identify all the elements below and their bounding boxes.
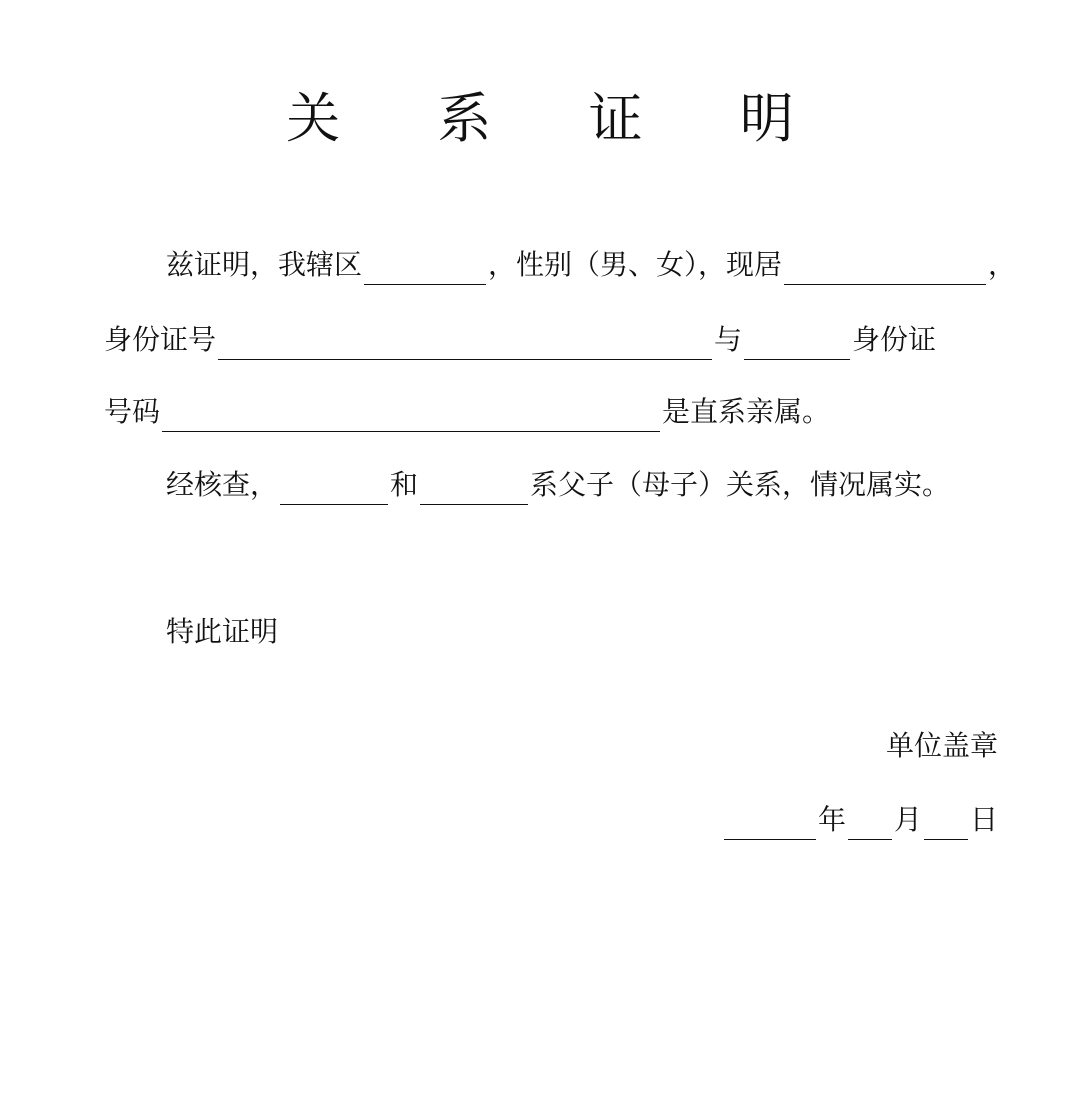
line1-text-1: 兹证明，我辖区 bbox=[166, 248, 363, 281]
paragraph-line-1 bbox=[166, 245, 1016, 285]
jurisdiction-name-blank bbox=[364, 255, 486, 285]
relative-name-blank bbox=[744, 330, 850, 360]
month-label: 月 bbox=[893, 803, 922, 836]
paragraph-line-4 bbox=[166, 465, 950, 505]
day-blank bbox=[924, 810, 968, 840]
line1-text-3: ， bbox=[988, 248, 1017, 281]
line3-text-2: 是直系亲属。 bbox=[662, 395, 831, 428]
line1-text-2: ，性别（男、女），现居 bbox=[488, 248, 783, 281]
stamp-label: 单位盖章 bbox=[885, 729, 998, 762]
closing-line bbox=[166, 612, 278, 652]
date-line bbox=[722, 800, 998, 840]
closing-text: 特此证明 bbox=[166, 615, 279, 648]
line4-text-1: 经核查， bbox=[166, 468, 279, 501]
month-blank bbox=[848, 810, 892, 840]
day-label: 日 bbox=[969, 803, 998, 836]
line2-text-1: 身份证号 bbox=[104, 323, 217, 356]
paragraph-line-3 bbox=[104, 392, 830, 432]
paragraph-line-2 bbox=[104, 320, 936, 360]
residence-blank bbox=[784, 255, 986, 285]
line2-text-2: 与 bbox=[714, 323, 743, 356]
year-blank bbox=[724, 810, 816, 840]
year-label: 年 bbox=[817, 803, 846, 836]
document-title: 关 系 证 明 bbox=[286, 87, 834, 150]
line3-text-1: 号码 bbox=[104, 395, 161, 428]
stamp-line bbox=[886, 726, 998, 766]
id-number-blank-1 bbox=[218, 330, 712, 360]
line4-text-3: 系父子（母子）关系，情况属实。 bbox=[530, 468, 951, 501]
person-b-blank bbox=[420, 475, 528, 505]
id-number-blank-2 bbox=[162, 402, 660, 432]
line2-text-3: 身份证 bbox=[852, 323, 937, 356]
line4-text-2: 和 bbox=[390, 468, 419, 501]
person-a-blank bbox=[280, 475, 388, 505]
